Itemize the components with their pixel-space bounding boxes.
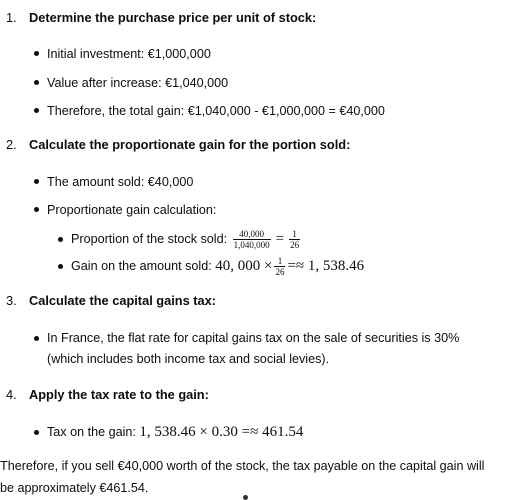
list-item: Value after increase: €1,040,000 <box>47 76 229 90</box>
math-expression: 40, 000 × <box>215 258 273 274</box>
step-title: Calculate the proportionate gain for the portion sold: <box>29 137 351 152</box>
list-item-proportion <box>71 226 302 252</box>
step-title: Determine the purchase price per unit of stock: <box>29 10 317 25</box>
fraction-numerator: 40,000 <box>233 229 271 240</box>
step-title: Calculate the capital gains tax: <box>29 293 217 308</box>
item-label: Gain on the amount sold: <box>71 259 216 273</box>
step-number: 2. <box>6 137 17 152</box>
fraction-result <box>289 229 300 250</box>
bullet-dot <box>34 336 39 341</box>
fraction-denominator: 26 <box>290 240 300 251</box>
list-item-tax <box>47 421 303 443</box>
step-1-heading <box>6 10 316 26</box>
list-item: Therefore, the total gain: €1,040,000 - €1,000,000 = €40,000 <box>47 104 385 118</box>
step-number: 3. <box>6 293 17 308</box>
cursor-dot <box>243 495 248 500</box>
bullet-dot <box>34 207 39 212</box>
step-3-heading <box>6 293 216 309</box>
fraction-numerator: 1 <box>289 229 300 240</box>
list-item: Proportionate gain calculation: <box>47 203 217 217</box>
bullet-dot <box>34 108 39 113</box>
list-item: The amount sold: €40,000 <box>47 175 194 189</box>
step-4-heading <box>6 387 209 403</box>
step-2-heading <box>6 137 350 153</box>
bullet-dot <box>58 264 63 269</box>
fraction-gain <box>274 256 285 277</box>
item-label: Proportion of the stock sold: <box>71 232 231 246</box>
equals-sign: = <box>275 231 285 247</box>
step-title: Apply the tax rate to the gain: <box>29 387 209 402</box>
item-label: Tax on the gain: <box>47 425 140 439</box>
bullet-dot <box>34 80 39 85</box>
bullet-dot <box>34 179 39 184</box>
step-number: 1. <box>6 10 17 25</box>
bullet-dot <box>58 237 63 242</box>
fraction-denominator: 1,040,000 <box>233 240 270 251</box>
math-expression: 1, 538.46 × 0.30 =≈ 461.54 <box>139 424 304 440</box>
list-item-gain <box>71 253 364 279</box>
fraction-denominator: 26 <box>275 267 285 278</box>
conclusion-paragraph: Therefore, if you sell €40,000 worth of the stock, the tax payable on the capital gain will be approximately €461.54. <box>0 459 485 495</box>
fraction-numerator: 1 <box>274 256 285 267</box>
step-number: 4. <box>6 387 17 402</box>
list-item: In France, the flat rate for capital gains tax on the sale of securities is 30% (which includes both income tax and social levies). <box>47 331 460 366</box>
fraction-proportion <box>233 229 271 250</box>
bullet-dot <box>34 51 39 56</box>
bullet-dot <box>34 430 39 435</box>
list-item: Initial investment: €1,000,000 <box>47 47 211 61</box>
math-expression: =≈ 1, 538.46 <box>287 258 365 274</box>
